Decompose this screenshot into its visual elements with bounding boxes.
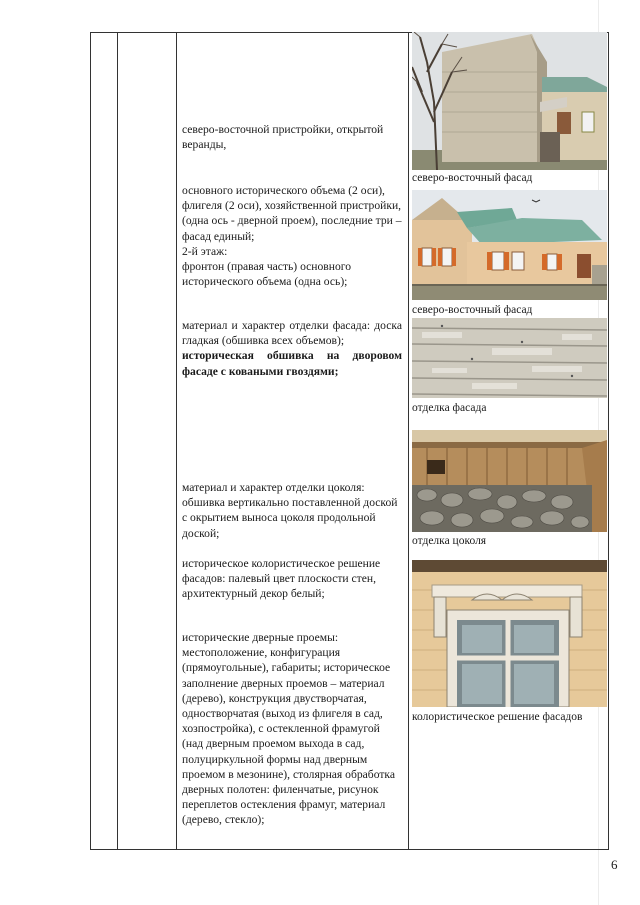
text-pediment: фронтон (правая часть) основного исторического объема (одна ось); xyxy=(182,260,352,289)
text-main-volume-body: основного исторического объема (2 оси), флигеля (2 оси), хозяйственной пристройки, (одна ось - дверной проем), последние три – фасад единый; xyxy=(182,184,402,243)
photo-color-scheme xyxy=(412,560,607,707)
text-facade-finish-body: материал и характер отделки фасада: доска гладкая (обшивка всех объемов); xyxy=(182,319,402,348)
photo-facade-finish xyxy=(412,318,607,398)
caption-color-scheme: колористическое решение фасадов xyxy=(412,711,583,723)
text-extension-veranda: северо-восточной пристройки, открытой веранды, xyxy=(182,123,384,152)
text-door-openings: исторические дверные проемы: местоположение, конфигурация (прямоугольные), габариты; историческое заполнение дверных проемов – материал (дерево), конструкция двустворчатая, одностворчатая (выход из флигеля в сад, хозпостройка), с остекленной фрамугой (над дверным проемом выхода в сад, полуциркульной формы над дверным проемом в мезонине), столярная обработка дверных полотен: филенчатые, рисунок переплетов остекления фрамуг, материал (дерево, стекло); xyxy=(182,631,396,827)
table-column-divider xyxy=(408,33,409,849)
text-historic-cladding xyxy=(182,348,402,378)
text-main-volume xyxy=(182,183,402,289)
caption-northeast-facade-2: северо-восточный фасад xyxy=(412,304,533,316)
table-column-divider xyxy=(176,33,177,849)
text-color-scheme: историческое колористическое решение фасадов: палевый цвет плоскости стен, архитектурный декор белый; xyxy=(182,557,381,601)
table-column-divider xyxy=(117,33,118,849)
photo-plinth-finish xyxy=(412,430,607,532)
page-number: 6 xyxy=(611,857,618,872)
photo-northeast-facade-2 xyxy=(412,190,607,300)
caption-northeast-facade-1: северо-восточный фасад xyxy=(412,172,533,184)
photo-northeast-facade-1 xyxy=(412,32,607,170)
caption-facade-finish: отделка фасада xyxy=(412,402,487,414)
text-historic-cladding-bold: историческая обшивка на дворовом фасаде с коваными гвоздями; xyxy=(182,349,402,378)
text-facade-finish xyxy=(182,318,402,379)
text-plinth-finish: материал и характер отделки цоколя: обшивка вертикально поставленной доской с окрытием выноса цоколя продольной доской; xyxy=(182,481,398,540)
text-second-floor: 2-й этаж: xyxy=(182,244,228,258)
caption-plinth-finish: отделка цоколя xyxy=(412,535,487,547)
